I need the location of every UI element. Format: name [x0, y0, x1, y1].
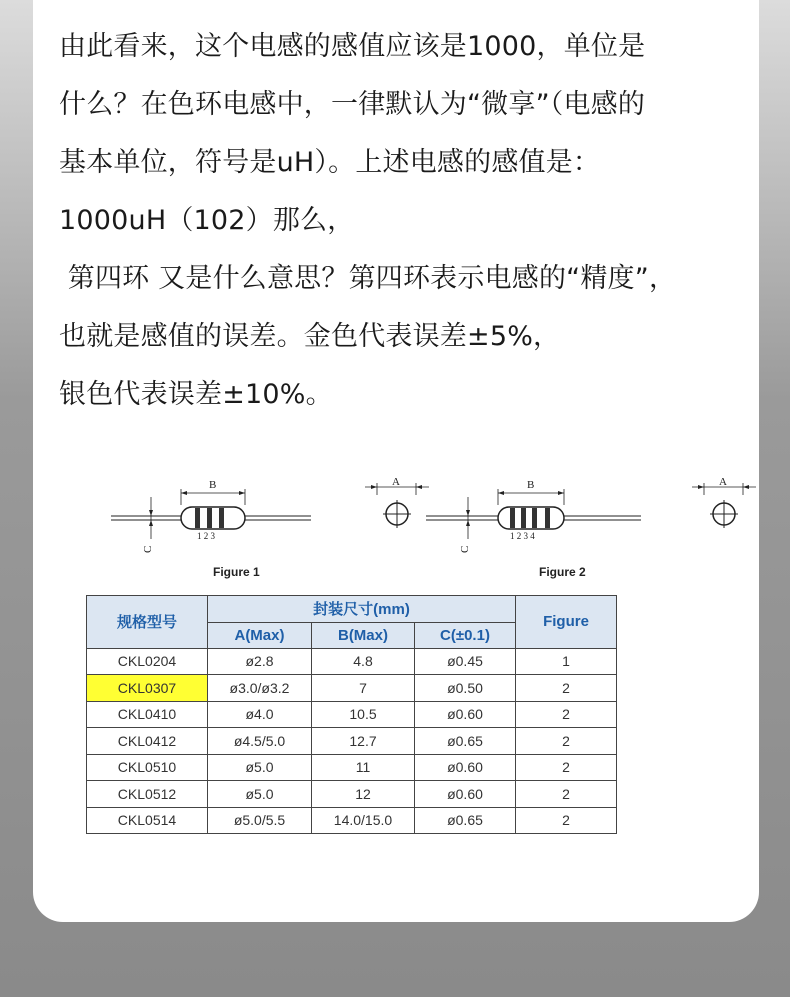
table-row: [87, 754, 617, 781]
header-b: B(Max): [312, 622, 415, 648]
cell-a: ø4.5/5.0: [208, 728, 312, 755]
cell-a: ø2.8: [208, 648, 312, 675]
figure-2-label-c: C: [459, 545, 471, 553]
header-model: 规格型号: [87, 596, 208, 649]
spec-table: [86, 595, 617, 834]
header-c: C(±0.1): [415, 622, 516, 648]
cell-model: CKL0514: [87, 807, 208, 834]
cell-c: ø0.60: [415, 754, 516, 781]
cell-figure: 2: [516, 754, 617, 781]
figure-2-end-view: [688, 477, 758, 547]
figure-1-caption: Figure 1: [213, 565, 260, 579]
cell-c: ø0.50: [415, 675, 516, 702]
figure-2-drawing: [426, 475, 726, 570]
header-package: 封装尺寸(mm): [208, 596, 516, 623]
cell-b: 12: [312, 781, 415, 808]
cell-a: ø3.0/ø3.2: [208, 675, 312, 702]
cell-b: 14.0/15.0: [312, 807, 415, 834]
header-a: A(Max): [208, 622, 312, 648]
figure-1-label-c: C: [142, 545, 154, 553]
cell-model: CKL0412: [87, 728, 208, 755]
figure-2-band-numbers: 1 2 3 4: [510, 531, 535, 541]
table-row: [87, 701, 617, 728]
table-row: [87, 781, 617, 808]
cell-figure: 2: [516, 701, 617, 728]
cell-figure: 2: [516, 675, 617, 702]
cell-figure: 1: [516, 648, 617, 675]
cell-figure: 2: [516, 807, 617, 834]
figure-2-label-b: B: [527, 479, 535, 491]
cell-a: ø5.0/5.5: [208, 807, 312, 834]
text-line: 1000uH（102）那么，: [59, 205, 355, 236]
cell-model: CKL0510: [87, 754, 208, 781]
text-line: 也就是感值的误差。金色代表误差±5%，: [59, 321, 561, 352]
table-row: [87, 648, 617, 675]
cell-b: 12.7: [312, 728, 415, 755]
cell-a: ø4.0: [208, 701, 312, 728]
cell-c: ø0.60: [415, 781, 516, 808]
cell-a: ø5.0: [208, 754, 312, 781]
cell-a: ø5.0: [208, 781, 312, 808]
text-line: 基本单位，符号是uH）。上述电感的感值是：: [59, 147, 601, 178]
cell-b: 4.8: [312, 648, 415, 675]
inductor-dimension-drawings: [103, 465, 743, 585]
cell-c: ø0.45: [415, 648, 516, 675]
cell-b: 10.5: [312, 701, 415, 728]
article-paragraph: [59, 18, 749, 424]
cell-c: ø0.65: [415, 728, 516, 755]
cell-model: CKL0204: [87, 648, 208, 675]
cell-b: 11: [312, 754, 415, 781]
cell-model: CKL0410: [87, 701, 208, 728]
figure-1-end-view: [361, 477, 431, 547]
cell-b: 7: [312, 675, 415, 702]
text-line: 什么？在色环电感中，一律默认为“微享”（电感的: [59, 89, 646, 120]
header-figure: Figure: [516, 596, 617, 649]
table-row: [87, 807, 617, 834]
cell-model-highlighted: CKL0307: [87, 675, 208, 702]
text-line: 银色代表误差±10%。: [59, 379, 333, 410]
article-card: [33, 0, 759, 922]
table-row: [87, 728, 617, 755]
figure-1-label-b: B: [209, 479, 217, 491]
cell-c: ø0.65: [415, 807, 516, 834]
text-line: 第四环 又是什么意思？第四环表示电感的“精度”，: [59, 263, 677, 294]
figure-2-caption: Figure 2: [539, 565, 586, 579]
cell-c: ø0.60: [415, 701, 516, 728]
cell-model: CKL0512: [87, 781, 208, 808]
cell-figure: 2: [516, 781, 617, 808]
table-row: [87, 675, 617, 702]
text-line: 由此看来，这个电感的感值应该是1000，单位是: [59, 31, 646, 62]
figure-1-band-numbers: 1 2 3: [197, 531, 215, 541]
figure-1-label-a: A: [392, 477, 400, 488]
figure-2-label-a: A: [719, 477, 727, 488]
cell-figure: 2: [516, 728, 617, 755]
